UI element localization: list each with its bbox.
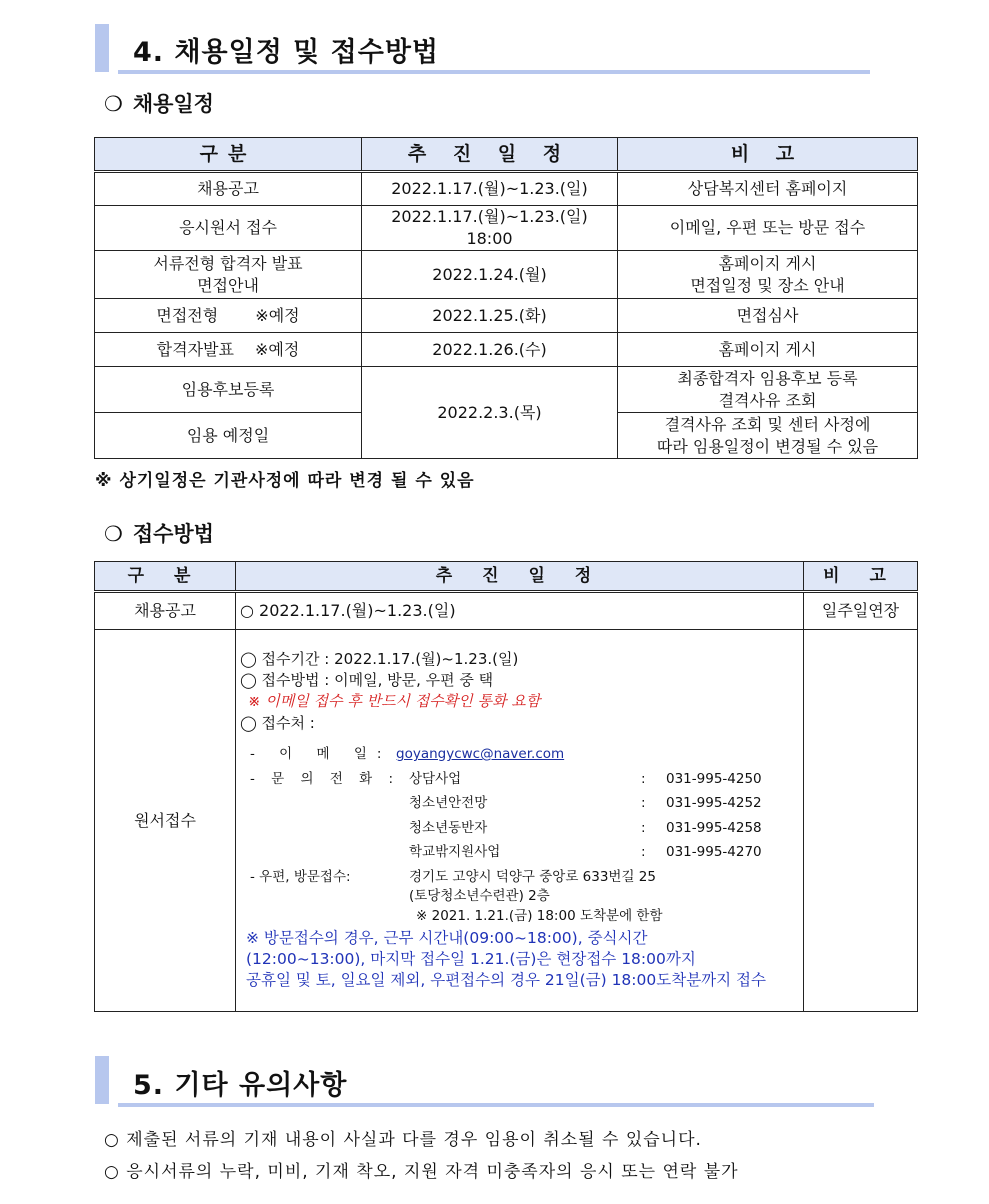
- phone-colon: :: [641, 844, 646, 860]
- cell-note: 홈페이지 게시 면접일정 및 장소 안내: [618, 251, 918, 299]
- phone-colon: :: [641, 771, 646, 787]
- phone-colon: :: [641, 820, 646, 836]
- section-underline: [118, 70, 870, 74]
- cell-note: 일주일연장: [804, 592, 918, 630]
- phone-name: 청소년안전망: [409, 795, 488, 811]
- cell-date: 2022.1.25.(화): [362, 299, 618, 333]
- cell-date: 2022.2.3.(목): [362, 367, 618, 459]
- cell-note: 상담복지센터 홈페이지: [618, 172, 918, 206]
- phone-number: 031-995-4250: [666, 771, 762, 787]
- visit-note-line: ※ 방문접수의 경우, 근무 시간내(09:00~18:00), 중식시간: [246, 929, 648, 947]
- cell-date: 2022.1.24.(월): [362, 251, 618, 299]
- cell-date: 2022.1.17.(월)~1.23.(일): [362, 172, 618, 206]
- phone-number: 031-995-4258: [666, 820, 762, 836]
- cell-note: 면접심사: [618, 299, 918, 333]
- cell-note: 이메일, 우편 또는 방문 접수: [618, 206, 918, 251]
- cell-note: 최종합격자 임용후보 등록 결격사유 조회: [618, 367, 918, 413]
- notice-item: ○ 응시서류의 누락, 미비, 기재 착오, 지원 자격 미충족자의 응시 또는 연락 불가: [104, 1162, 739, 1182]
- phone-number: 031-995-4252: [666, 795, 762, 811]
- address-line: 경기도 고양시 덕양구 중앙로 633번길 25: [409, 869, 656, 885]
- table-row: [95, 592, 918, 630]
- phone-label: - 문 의 전 화 :: [250, 771, 400, 787]
- header-note: 비 고: [618, 138, 918, 172]
- table-row: [95, 333, 918, 367]
- cell-date: 2022.1.17.(월)~1.23.(일) 18:00: [362, 206, 618, 251]
- period-line: ◯ 접수기간 : 2022.1.17.(월)~1.23.(일): [240, 650, 519, 668]
- warning-line: ※ 이메일 접수 후 반드시 접수확인 통화 요함: [248, 692, 541, 710]
- place-line: ◯ 접수처 :: [240, 714, 315, 732]
- table-row: [95, 367, 918, 413]
- section-title: 5. 기타 유의사항: [133, 1070, 348, 1101]
- section-underline: [118, 1103, 874, 1107]
- cell-category: 채용공고: [95, 172, 362, 206]
- cell-detail: ○ 2022.1.17.(월)~1.23.(일): [236, 592, 804, 630]
- section-marker: [95, 24, 109, 72]
- application-details: [236, 630, 803, 1011]
- cell-category: 임용후보등록: [95, 367, 362, 413]
- subsection-label: 채용일정: [132, 92, 214, 116]
- header-note: 비 고: [804, 562, 918, 592]
- subsection-title-method: [104, 518, 214, 548]
- table-row: [95, 206, 918, 251]
- address-line: (토당청소년수련관) 2층: [409, 888, 550, 904]
- table-row: [95, 630, 918, 1012]
- method-line: ◯ 접수방법 : 이메일, 방문, 우편 중 택: [240, 671, 494, 689]
- schedule-footnote: ※ 상기일정은 기관사정에 따라 변경 될 수 있음: [95, 471, 475, 491]
- cell-note: 결격사유 조회 및 센터 사정에 따라 임용일정이 변경될 수 있음: [618, 413, 918, 459]
- deadline-line: ※ 2021. 1.21.(금) 18:00 도착분에 한함: [416, 908, 663, 924]
- header-date: 추 진 일 정: [362, 138, 618, 172]
- visit-note-line: 공휴일 및 토, 일요일 제외, 우편접수의 경우 21일(금) 18:00도착분까지 접수: [246, 971, 766, 989]
- post-label: - 우편, 방문접수:: [250, 869, 351, 885]
- header-category: 구분: [95, 138, 362, 172]
- cell-detail: [236, 630, 804, 1012]
- visit-note-line: (12:00~13:00), 마지막 접수일 1.21.(금)은 현장접수 18:00까지: [246, 950, 696, 968]
- cell-note: 홈페이지 게시: [618, 333, 918, 367]
- phone-name: 학교밖지원사업: [409, 844, 501, 860]
- notice-item: ○ 제출된 서류의 기재 내용이 사실과 다를 경우 임용이 취소될 수 있습니다.: [104, 1130, 702, 1150]
- cell-category: 원서접수: [95, 630, 236, 1012]
- phone-name: 청소년동반자: [409, 820, 488, 836]
- cell-category: 임용 예정일: [95, 413, 362, 459]
- email-link[interactable]: goyangycwc@naver.com: [396, 746, 565, 762]
- method-table: [94, 561, 918, 1012]
- phone-name: 상담사업: [409, 771, 462, 787]
- table-row: [95, 299, 918, 333]
- cell-note: [804, 630, 918, 1012]
- section-title: 4. 채용일정 및 접수방법: [133, 37, 439, 68]
- header-detail: 추 진 일 정: [236, 562, 804, 592]
- table-row: [95, 172, 918, 206]
- cell-category: 서류전형 합격자 발표 면접안내: [95, 251, 362, 299]
- section-marker: [95, 1056, 109, 1104]
- email-label: - 이 메 일:: [250, 746, 392, 762]
- cell-date: 2022.1.26.(수): [362, 333, 618, 367]
- subsection-title-schedule: [104, 88, 214, 118]
- table-row: [95, 251, 918, 299]
- cell-category: 합격자발표 ※예정: [95, 333, 362, 367]
- circle-bullet-icon: ❍: [104, 92, 123, 116]
- schedule-table: [94, 137, 918, 459]
- cell-category: 응시원서 접수: [95, 206, 362, 251]
- phone-colon: :: [641, 795, 646, 811]
- subsection-label: 접수방법: [132, 522, 214, 546]
- header-category: 구 분: [95, 562, 236, 592]
- cell-category: 채용공고: [95, 592, 236, 630]
- cell-category: 면접전형 ※예정: [95, 299, 362, 333]
- circle-bullet-icon: ❍: [104, 522, 123, 546]
- phone-number: 031-995-4270: [666, 844, 762, 860]
